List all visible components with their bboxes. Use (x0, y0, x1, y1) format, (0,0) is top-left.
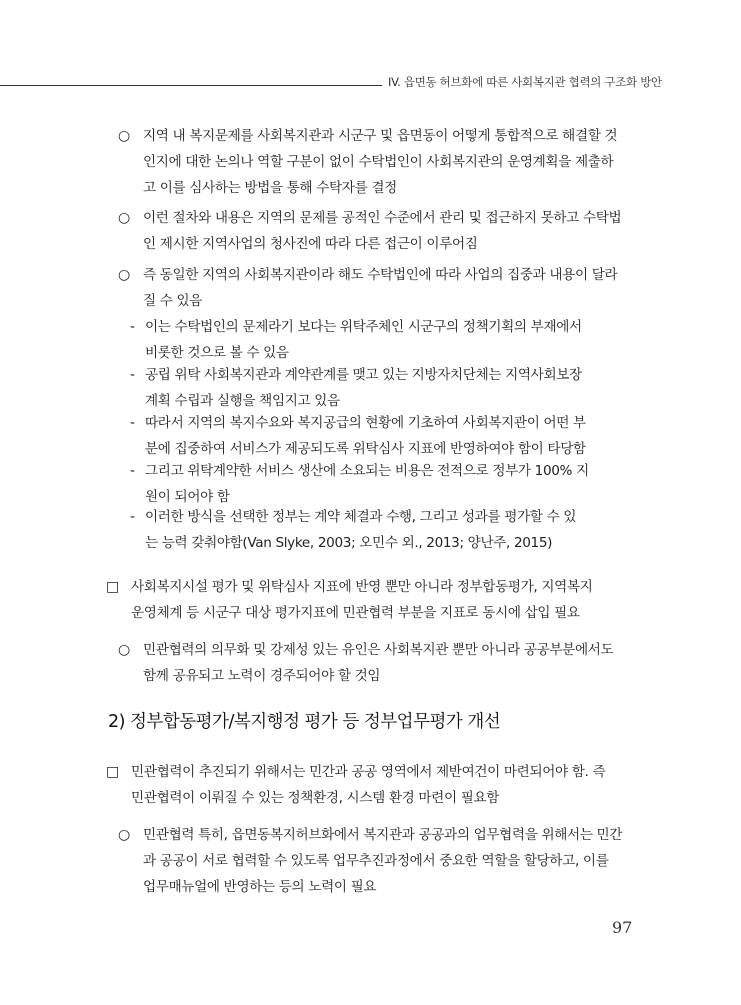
paragraph (145, 410, 633, 462)
paragraph (145, 362, 633, 414)
text-line: 민관협력의 의무화 및 강제성 있는 유인은 사회복지관 뿐만 아니라 공공부분에서도 (143, 642, 614, 658)
paragraph (145, 314, 633, 366)
text-line: 이런 절차와 내용은 지역의 문제를 공적인 수준에서 관리 및 접근하지 못하고 수탁법 (143, 210, 622, 226)
section-title: 2) 정부합동평가/복지행정 평가 등 정부업무평가 개선 (108, 712, 501, 732)
text-line: 비롯한 것으로 볼 수 있음 (145, 345, 289, 361)
text-line: 민관협력이 이뤄질 수 있는 정책환경, 시스템 환경 마련이 필요함 (131, 790, 500, 806)
paragraph (143, 262, 633, 314)
dash-bullet: - (130, 415, 136, 431)
paragraph (131, 574, 633, 626)
circle-bullet: ○ (118, 642, 131, 658)
text-line: 사회복지시설 평가 및 위탁심사 지표에 반영 뿐만 아니라 정부합동평가, 지역복지 (131, 579, 593, 595)
page-number: 97 (612, 918, 633, 937)
text-line: 는 능력 갖춰야함(Van Slyke, 2003; 오민수 외., 2013; 양난주, 2015) (145, 535, 553, 551)
running-header: IV. 읍면동 허브화에 따른 사회복지관 협력의 구조화 방안 (388, 75, 662, 89)
text-line: 원이 되어야 함 (145, 489, 230, 505)
text-line: 업무매뉴얼에 반영하는 등의 노력이 필요 (143, 879, 377, 895)
text-line: 민관협력 특히, 읍면동복지허브화에서 복지관과 공공과의 업무협력을 위해서는 민간 (143, 827, 623, 843)
text-line: 지역 내 복지문제를 사회복지관과 시군구 및 읍면동이 어떻게 통합적으로 해결할 것 (143, 128, 618, 144)
paragraph (143, 123, 633, 201)
text-line: 운영체계 등 시군구 대상 평가지표에 민관협력 부분을 지표로 동시에 삽입 필요 (131, 605, 580, 621)
circle-bullet: ○ (118, 210, 131, 226)
text-line: 공립 위탁 사회복지관과 계약관계를 맺고 있는 지방자치단체는 지역사회보장 (145, 367, 582, 383)
paragraph (143, 637, 633, 689)
text-line: 민관협력이 추진되기 위해서는 민간과 공공 영역에서 제반여건이 마련되어야 함. 즉 (131, 764, 606, 780)
circle-bullet: ○ (118, 827, 131, 843)
paragraph (145, 458, 633, 510)
dash-bullet: - (130, 319, 136, 335)
dash-bullet: - (130, 367, 136, 383)
paragraph (143, 205, 633, 257)
paragraph (145, 504, 633, 556)
header-rule (0, 85, 382, 86)
text-line: 인 제시한 지역사업의 청사진에 따라 다른 접근이 이루어짐 (143, 236, 478, 252)
text-line: 따라서 지역의 복지수요와 복지공급의 현황에 기초하여 사회복지관이 어떤 부 (145, 415, 586, 431)
text-line: 고 이를 심사하는 방법을 통해 수탁자를 결정 (143, 180, 397, 196)
text-line: 즉 동일한 지역의 사회복지관이라 해도 수탁법인에 따라 사업의 집중과 내용이 달라 (143, 267, 618, 283)
square-bullet: □ (106, 764, 120, 780)
text-line: 인지에 대한 논의나 역할 구분이 없이 수탁법인이 사회복지관의 운영계획을 제출하 (143, 154, 614, 170)
text-line: 그리고 위탁계약한 서비스 생산에 소요되는 비용은 전적으로 정부가 100% 지 (145, 463, 589, 479)
text-line: 함께 공유되고 노력이 경주되어야 할 것임 (143, 668, 381, 684)
paragraph (131, 759, 633, 811)
dash-bullet: - (130, 509, 136, 525)
circle-bullet: ○ (118, 267, 131, 283)
paragraph (143, 822, 633, 900)
circle-bullet: ○ (118, 128, 131, 144)
text-line: 이러한 방식을 선택한 정부는 계약 체결과 수행, 그리고 성과를 평가할 수 있 (145, 509, 577, 525)
text-line: 질 수 있음 (143, 293, 203, 309)
text-line: 계획 수립과 실행을 책임지고 있음 (145, 393, 340, 409)
text-line: 과 공공이 서로 협력할 수 있도록 업무추진과정에서 중요한 역할을 할당하고, 이를 (143, 853, 609, 869)
text-line: 이는 수탁법인의 문제라기 보다는 위탁주체인 시군구의 정책기획의 부재에서 (145, 319, 582, 335)
dash-bullet: - (130, 463, 136, 479)
text-line: 분에 집중하여 서비스가 제공되도록 위탁심사 지표에 반영하여야 함이 타당함 (145, 441, 586, 457)
square-bullet: □ (106, 579, 120, 595)
